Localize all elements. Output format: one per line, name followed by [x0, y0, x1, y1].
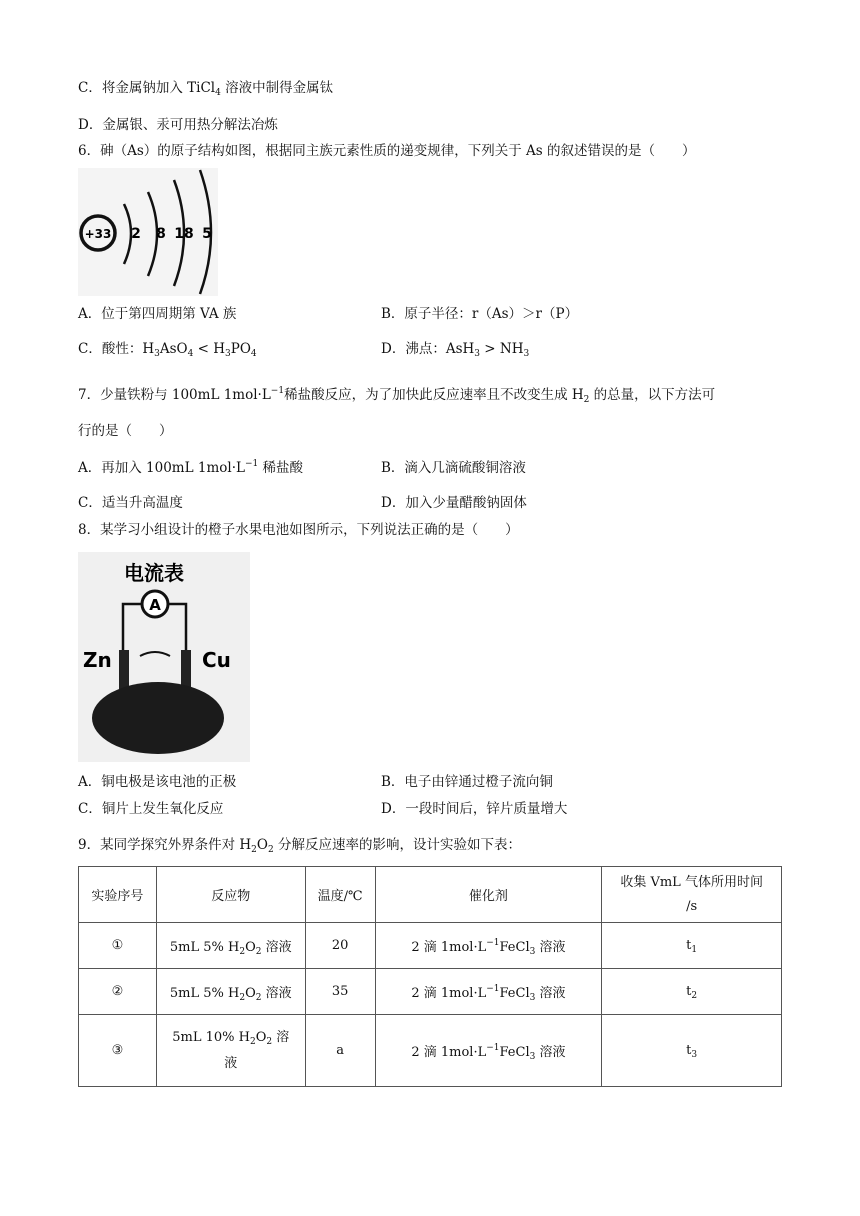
shell-3-count: 18	[174, 226, 194, 242]
atom-structure-diagram	[78, 168, 218, 296]
row-2-no: ②	[79, 969, 157, 1015]
q6-option-d: D．沸点：$AsH_3 > NH_3$	[381, 341, 530, 359]
shell-1-count: 2	[131, 226, 141, 242]
row-1-time: $t_1$	[602, 923, 782, 969]
q7-option-b: B．滴入几滴硫酸铜溶液	[381, 460, 526, 476]
table-row	[79, 969, 782, 1015]
ammeter-label: 电流表	[124, 561, 184, 585]
q6-stem: 6．砷（As）的原子结构如图，根据同主族元素性质的递变规律，下列关于 As 的叙述错误的是（ ）	[78, 143, 696, 159]
ammeter-symbol: A	[149, 596, 161, 614]
q7-stem-line2: 行的是（ ）	[78, 423, 173, 439]
row-1-no: ①	[79, 923, 157, 969]
q7-option-c: C．适当升高温度	[78, 495, 183, 511]
header-temperature: 温度/℃	[305, 867, 375, 923]
table-header-row	[79, 867, 782, 923]
shell-4-count: 5	[202, 226, 212, 242]
table-row	[79, 923, 782, 969]
row-3-reactant: 5mL 10% $H_2O_2$ 溶 液	[156, 1015, 305, 1087]
q8-option-b: B．电子由锌通过橙子流向铜	[381, 774, 553, 790]
experiment-table	[78, 866, 782, 1087]
q8-option-c: C．铜片上发生氧化反应	[78, 801, 224, 817]
q9-stem: 9．某同学探究外界条件对 $H_2O_2$ 分解反应速率的影响，设计实验如下表：	[78, 837, 521, 855]
row-1-catalyst: 2 滴 $1mol\cdot L^{-1}FeCl_3$ 溶液	[375, 923, 602, 969]
q7-option-a: A．再加入 100mL $1mol\cdot L^{-1}$ 稀盐酸	[78, 459, 304, 476]
q6-option-a: A．位于第四周期第 VA 族	[78, 306, 237, 322]
q6-option-b: B．原子半径：r（As）＞r（P）	[381, 306, 579, 322]
row-3-catalyst: 2 滴 $1mol\cdot L^{-1}FeCl_3$ 溶液	[375, 1015, 602, 1087]
row-3-temp: a	[305, 1015, 375, 1087]
header-catalyst: 催化剂	[375, 867, 602, 923]
header-experiment-no: 实验序号	[79, 867, 157, 923]
header-reactant: 反应物	[156, 867, 305, 923]
q7-option-d: D．加入少量醋酸钠固体	[381, 495, 527, 511]
row-1-temp: 20	[305, 923, 375, 969]
copper-label: Cu	[202, 648, 231, 672]
q7-stem: 7．少量铁粉与 100mL $1mol\cdot L^{-1}$稀盐酸反应，为了加快此反应速率且不改变生成 $H_2$ 的总量，以下方法可	[78, 386, 716, 405]
header-time: 收集 VmL 气体所用时间 /s	[602, 867, 782, 923]
row-2-temp: 35	[305, 969, 375, 1015]
nucleus-charge: +33	[84, 227, 112, 241]
q5-option-d: D．金属银、汞可用热分解法冶炼	[78, 117, 278, 133]
q8-option-a: A．铜电极是该电池的正极	[78, 774, 237, 790]
row-2-catalyst: 2 滴 $1mol\cdot L^{-1}FeCl_3$ 溶液	[375, 969, 602, 1015]
q8-option-d: D．一段时间后，锌片质量增大	[381, 801, 568, 817]
row-3-time: $t_3$	[602, 1015, 782, 1087]
table-row	[79, 1015, 782, 1087]
q5-option-c: C．将金属钠加入 TiCl$_4$ 溶液中制得金属钛	[78, 80, 334, 98]
shell-2-count: 8	[156, 226, 166, 242]
row-1-reactant: 5mL 5% $H_2O_2$ 溶液	[156, 923, 305, 969]
row-2-time: $t_2$	[602, 969, 782, 1015]
fruit-battery-diagram	[78, 552, 250, 762]
row-2-reactant: 5mL 5% $H_2O_2$ 溶液	[156, 969, 305, 1015]
row-3-no: ③	[79, 1015, 157, 1087]
zinc-label: Zn	[83, 648, 112, 672]
q8-stem: 8．某学习小组设计的橙子水果电池如图所示，下列说法正确的是（ ）	[78, 522, 519, 538]
q6-option-c: C．酸性：$H_3AsO_4 < H_3PO_4$	[78, 341, 257, 359]
